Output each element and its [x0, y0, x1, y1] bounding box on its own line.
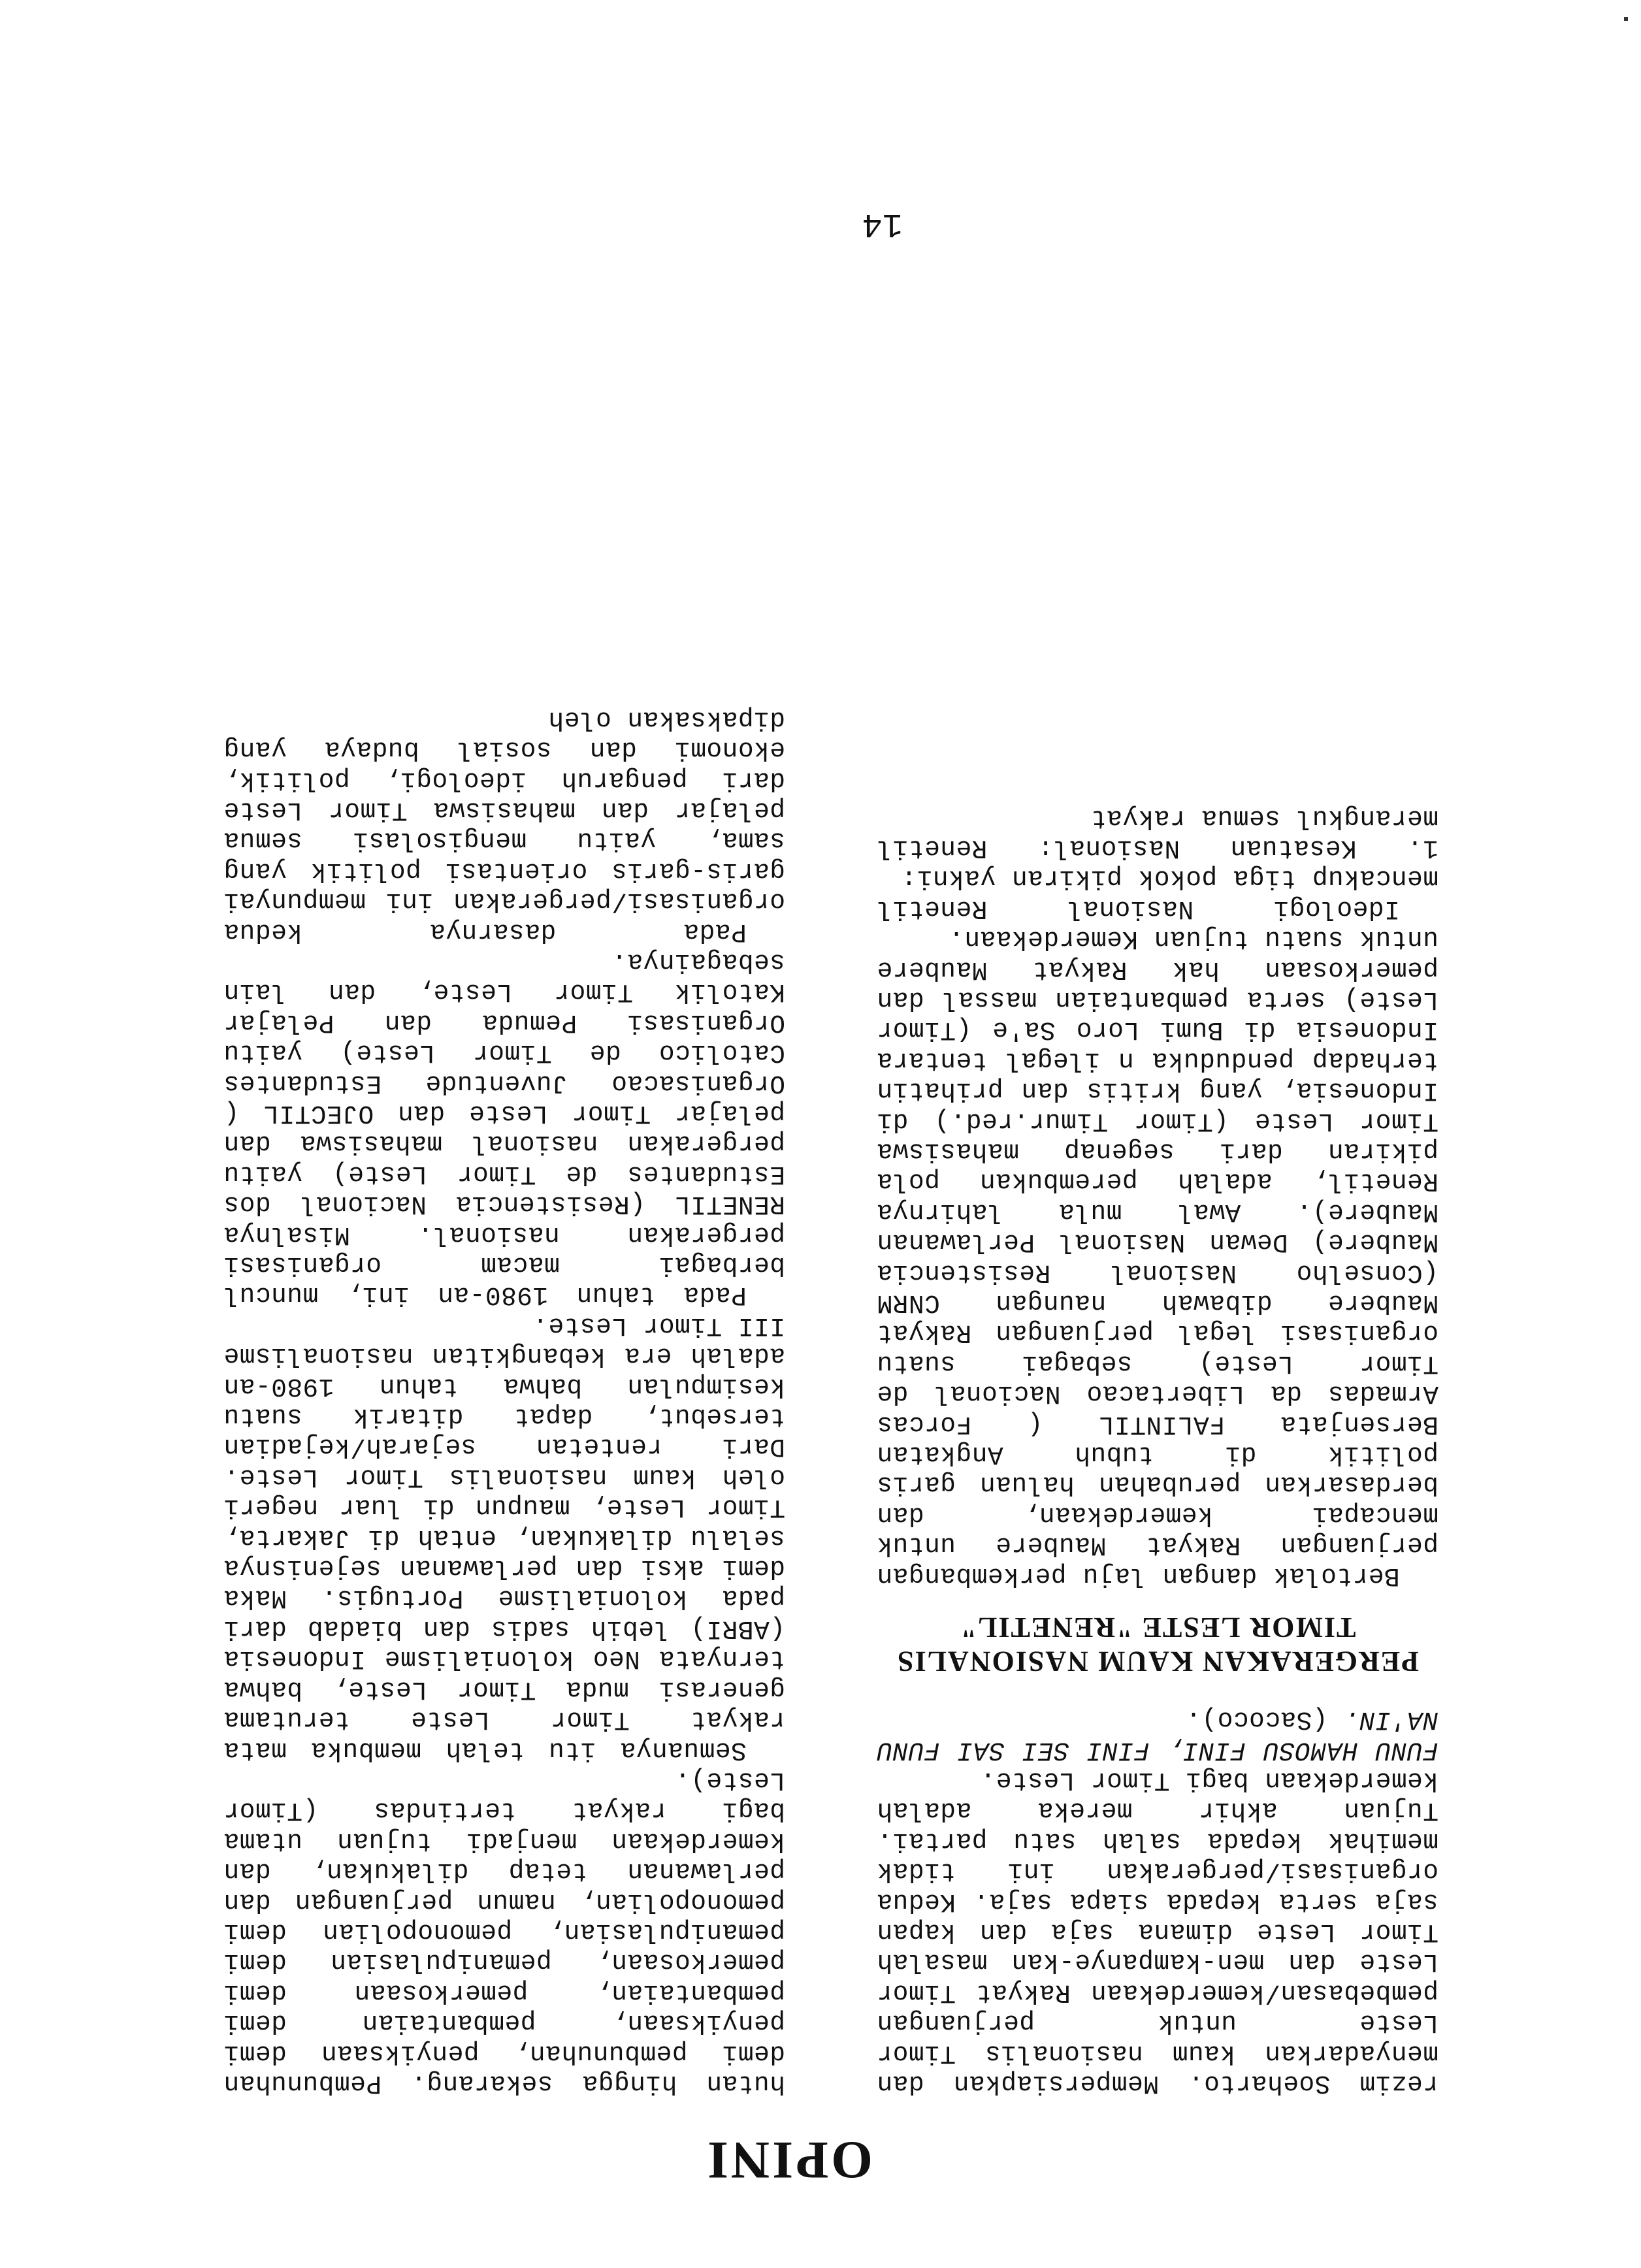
paragraph: Bertolak dangan laju perkembangan perjuangan Rakyat Maubere untuk mencapai kemerdekaan, dan berdasarkan perubahan haluan garis politik di tubuh Angkatan Bersenjata FALINTIL ( Forcas Armadas da Libertacao Nacional de Timor Leste) sebagai suatu organisasi legal perjuangan Rakyat Maubere dibawah naungan CNRM (Conselho Nasional Resistencia Maubere) Dewan Nasional Perlawanan Maubere). Awal mula lahirnya Renetil, adalah perembukan pola pikiran dari segenap mahasiswa Timor Leste (Timor Timur.red.) di Indonesia, yang kritis dan prihatin terhadap penduduka n ilegal tentara Indonesia di Bumi Loro Sa'e (Timor Leste) serta pembantaian massal dan pemerkosaan hak Rakyat Maubere untuk suatu tujuan Kemerdekaan. [877, 924, 1438, 1591]
page-number: 14 [862, 204, 903, 243]
article-title: PERGERAKAN KAUM NASIONALIS TIMOR LESTE "RENETIL" [896, 1611, 1420, 1677]
quote-text: FUNU HAMOSU FINI, FINI SEI SAI FUNU NA'IN. [877, 1705, 1438, 1765]
paragraph: Ideologi Nasional Renetil mencakup tiga pokok pikiran yakni: [877, 864, 1438, 924]
left-column [877, 802, 1438, 2098]
section-label: OPINI [705, 2131, 873, 2190]
paragraph: Pada dasarnya kedua organisasi/pergerakan ini mempunyai garis-garis orientasi politik yang sama, yaitu mengisolasi semua pelajar dan mahasiswa Timor Leste dari pengaruh ideologi, politik, ekonomi dan sosial budaya yang dipaksakan oleh [223, 704, 785, 947]
quote [877, 1704, 1438, 1765]
paragraph: Pada tahun 1980-an ini, muncul berbagai macam organisasi pergerakan nasional. Misalnya RENETIL (Resistencia Nacional dos Estudantes de Timor Leste) yaitu pergerakan nasional mahasiswa dan pelajar Timor Leste dan OJECTIL ( Organisacao Juventude Estudantes Catolico de Timor Leste) yaitu Organisasi Pemuda dan Pelajar Katolik Timor Leste, dan lain sebagainya. [223, 947, 785, 1310]
paragraph: Semuanya itu telah membuka mata rakyat Timor Leste terutama generasi muda Timor Leste, bahwa ternyata Neo kolonialisme Indonesia (ABRI) lebih sadis dan biadab dari pada kolonialisme Portugis. Maka demi aksi dan perlawanan sejenisnya selalu dilakukan, entah di Jakarta, Timor Leste, maupun di luar negeri oleh kaum nasionalis Timor Leste. Dari rentetan sejarah/kejadian tersebut, dapat ditarik suatu kesimpulan bahwa tahun 1980-an adalah era kebangkitan nasionalisme III Timor Leste. [223, 1310, 785, 1765]
paragraph: rezim Soeharto. Mempersiapkan dan menyadarkan kaum nasionalis Timor Leste untuk perjuangan pembebasan/kemerdekaan Rakyat Timor Leste dan men-kampanye-kan masalah Timor Leste dimana saja dan kapan saja serta kepada siapa saja. Kedua organisasi/pergerakan ini tidak memihak kepada salah satu partai. Tujuan akhir mereka adalah kemerdekaan bagi Timor Leste. [877, 1765, 1438, 2098]
paragraph: hutan hingga sekarang. Pembunuhan demi pembunuhan, penyiksaan demi penyiksaan, pembantaian demi pembantaian, pemerkosaan demi pemerkosaan, pemanipulasian demi pemanipulasian, pemonopolian demi pemonopolian, namun perjuangan dan perlawanan tetap dilakukan, dan kemerdekaan menjadi tujuan utama bagi rakyat tertindas (Timor Leste). [223, 1765, 785, 2098]
right-column [223, 704, 785, 2098]
paragraph: 1. Kesatuan Nasional: Renetil merangkul semua rakyat [877, 803, 1438, 863]
scan-mark [1624, 17, 1628, 21]
quote-attribution: (Sacoco). [1185, 1705, 1344, 1735]
